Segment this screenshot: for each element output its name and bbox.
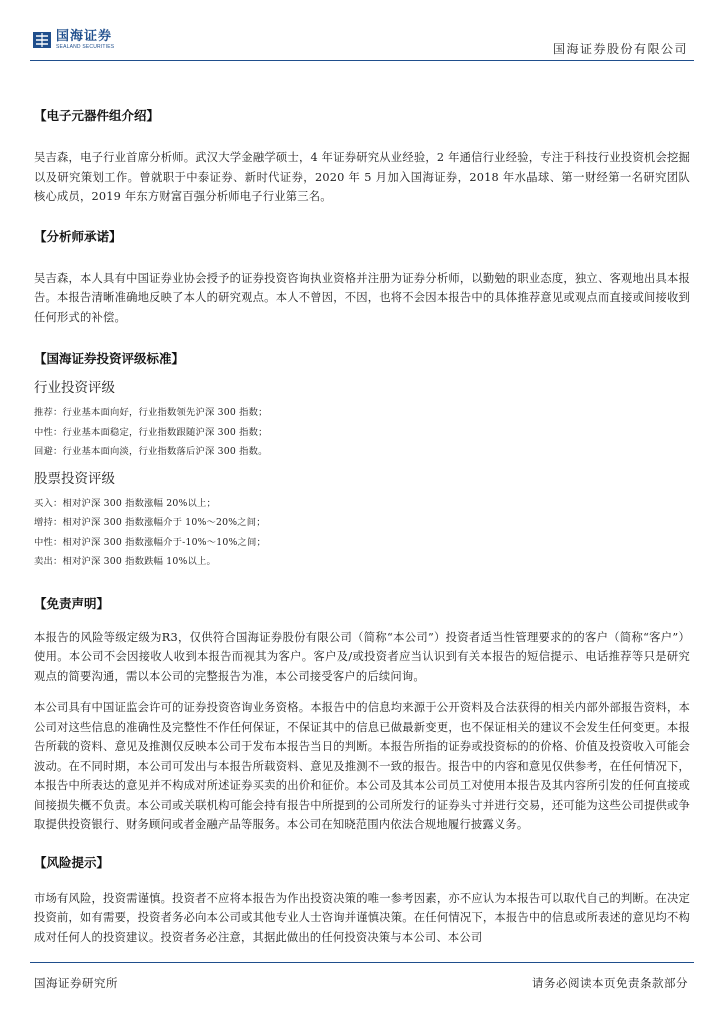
- risk-text: 市场有风险，投资需谨慎。投资者不应将本报告为作出投资决策的唯一参考因素，亦不应认为本报告可以取代自己的判断。在决定投资前，如有需要，投资者务必向本公司或其他专业人士咨询并谨慎决策。在任何情况下，本报告中的信息或所表述的意见均不构成对任何人的投资建议。投资者务必注意，其据此做出的任何投资决策与本公司、本公司: [34, 891, 690, 944]
- disclaimer-paragraph: 本公司具有中国证监会许可的证券投资咨询业务资格。本报告中的信息均来源于公开资料及合法获得的相关内部外部报告资料，本公司对这些信息的准确性及完整性不作任何保证，不保证其中的信息已做最新变更，也不保证相关的建议不会发生任何变更。本报告所载的资料、意见及推测仅反映本公司于发布本报告当日的判断。本报告所指的证券或投资标的的价格、价值及投资收入可能会波动。在不同时期，本公司可发出与本报告所载资料、意见及推测不一致的报告。报告中的内容和意见仅供参考，在任何情况下，本报告中所表达的意见并不构成对所述证券买卖的出价和征价。本公司及其本公司员工对使用本报告及其内容所引发的任何直接或间接损失概不负责。本公司或关联机构可能会持有报告中所提到的公司所发行的证券头寸并进行交易，还可能为这些公司提供或争取提供投资银行、财务顾问或者金融产品等服务。本公司在知晓范围内依法合规地履行披露义务。: [34, 701, 690, 831]
- footer-divider: [30, 962, 694, 963]
- intro-text: 吴吉森，电子行业首席分析师。武汉大学金融学硕士，4 年证券研究从业经验，2 年通信行业经验，专注于科技行业投资机会挖掘以及研究策划工作。曾就职于中泰证券、新时代证券，2020 年 5 月加入国海证券，2018 年水晶球、第一财经第一名研究团队核心成员，2019 年东方财富百强分析师电子行业第三名。: [34, 151, 690, 203]
- stock-rating-list: [34, 494, 690, 572]
- footer-disclaimer-note: 请务必阅读本页免责条款部分: [532, 976, 688, 990]
- industry-rating-list: [34, 403, 690, 462]
- commitment-text: 吴吉森，本人具有中国证券业协会授予的证券投资咨询执业资格并注册为证券分析师，以勤勉的职业态度，独立、客观地出具本报告。本报告清晰准确地反映了本人的研究观点。本人不曾因，不因，也将不会因本报告中的具体推荐意见或观点而直接或间接收到任何形式的补偿。: [34, 271, 690, 324]
- industry-rating-item: 中性：行业基本面稳定，行业指数跟随沪深 300 指数；: [34, 426, 268, 438]
- risk-section: [34, 853, 690, 948]
- logo-chinese-text: 国海证券: [56, 29, 113, 44]
- company-logo: [33, 30, 114, 50]
- stock-rating-item: 增持：相对沪深 300 指数涨幅介于 10%～20%之间；: [34, 517, 266, 528]
- header-company-name: 国海证券股份有限公司: [552, 42, 688, 56]
- intro-section: [34, 106, 690, 207]
- footer-institute: 国海证券研究所: [34, 976, 118, 990]
- page-header: [0, 0, 724, 62]
- industry-rating-heading: 行业投资评级: [34, 380, 115, 396]
- stock-rating-heading: 股票投资评级: [34, 470, 115, 487]
- industry-rating-item: 回避：行业基本面向淡，行业指数落后沪深 300 指数。: [34, 446, 268, 457]
- commitment-section: [34, 227, 690, 328]
- disclaimer-section-title: 【免责声明】: [34, 595, 110, 611]
- rating-section-title: 【国海证券投资评级标准】: [34, 351, 185, 366]
- report-body: [34, 106, 690, 947]
- disclaimer-paragraph: 本报告的风险等级定级为R3，仅供符合国海证券股份有限公司（简称“本公司”）投资者适当性管理要求的的客户（简称“客户”）使用。本公司不会因接收人收到本报告而视其为客户。客户及/或投资者应当认识到有关本报告的短信提示、电话推荐等只是研究观点的简要沟通，需以本公司的完整报告为准，本公司接受客户的后续问询。: [34, 630, 690, 683]
- industry-rating-item: 推荐：行业基本面向好，行业指数领先沪深 300 指数；: [34, 407, 268, 418]
- logo-english-text: SEALAND SECURITIES: [56, 44, 115, 50]
- sealand-logo-icon: [33, 30, 51, 50]
- intro-section-title: 【电子元器件组介绍】: [34, 108, 160, 123]
- risk-section-title: 【风险提示】: [34, 854, 110, 870]
- stock-rating-item: 买入：相对沪深 300 指数涨幅 20%以上；: [34, 497, 217, 509]
- stock-rating-item: 中性：相对沪深 300 指数涨幅介于-10%～10%之间；: [34, 536, 266, 548]
- rating-section: [34, 349, 690, 572]
- stock-rating-item: 卖出：相对沪深 300 指数跌幅 10%以上。: [34, 556, 217, 567]
- disclaimer-section: [34, 594, 690, 835]
- header-divider: [30, 60, 694, 61]
- commitment-section-title: 【分析师承诺】: [34, 228, 122, 244]
